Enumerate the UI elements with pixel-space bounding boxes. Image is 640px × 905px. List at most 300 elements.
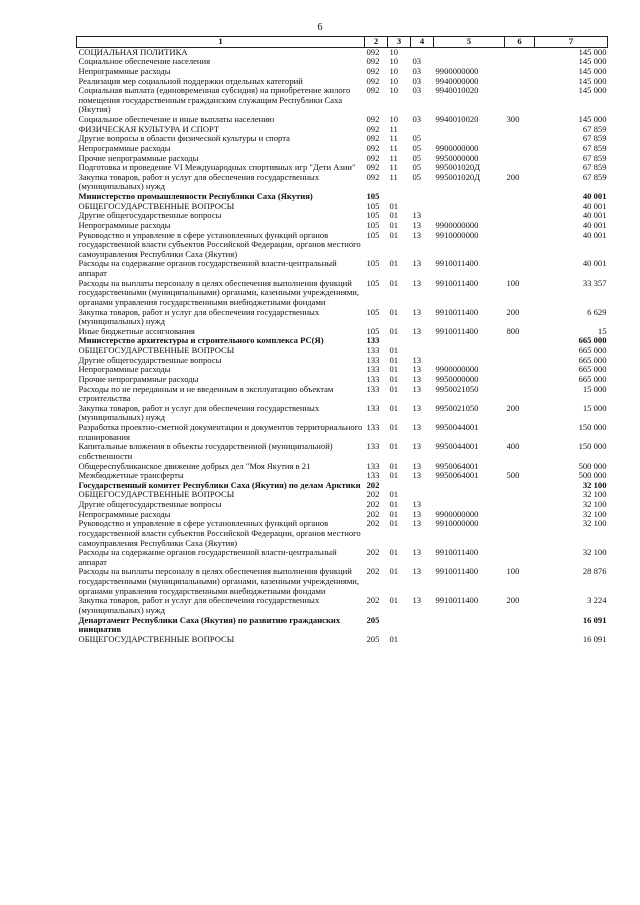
table-row (77, 442, 608, 461)
section-code-cell: 202 (366, 489, 380, 500)
chapter-code-cell (388, 616, 411, 635)
amount-cell: 145 000 (578, 75, 607, 86)
amount-cell: 40 001 (582, 200, 607, 211)
expense-type-cell (505, 86, 535, 115)
expense-type-cell (505, 500, 535, 510)
subchapter-code-cell: 13 (412, 229, 422, 240)
chapter-code-cell: 01 (389, 460, 399, 471)
row-name-cell: Непрограммные расходы (78, 65, 171, 76)
table-row (77, 567, 608, 596)
row-name-cell: Другие вопросы в области физической культуры и спорта (78, 133, 290, 144)
amount-cell: 32 100 (582, 489, 607, 500)
expense-type-cell (505, 259, 535, 278)
section-code-cell: 133 (366, 345, 380, 355)
target-article-cell: 9910011400 (435, 547, 479, 558)
expense-type-cell (505, 57, 535, 67)
chapter-code-cell: 01 (389, 219, 399, 230)
subchapter-code-cell: 03 (412, 114, 422, 124)
amount-cell: 665 000 (578, 345, 607, 355)
row-name-cell: Руководство и управление в сфере установленных функций органов государственной власти субъектов Российской Федерации, органов местного самоуправления Республики Саха (Якутия) (78, 229, 361, 259)
section-code-cell: 092 (366, 133, 380, 144)
table-row (77, 231, 608, 260)
target-article-cell (434, 616, 505, 635)
subchapter-code-cell: 03 (412, 75, 422, 86)
target-article-cell: 9900000000 (435, 508, 479, 519)
table-row (77, 385, 608, 404)
row-name-cell: Расходы на содержание органов государственной власти-центральный аппарат (78, 547, 337, 567)
amount-cell: 665 000 (578, 364, 607, 375)
chapter-code-cell: 01 (389, 229, 399, 240)
section-code-cell: 133 (366, 441, 380, 452)
expense-type-cell: 500 (506, 470, 520, 481)
chapter-code-cell: 10 (389, 56, 399, 67)
expense-type-cell (505, 375, 535, 385)
target-article-cell: 9950044001 (435, 441, 479, 452)
table-row (77, 279, 608, 308)
row-name-cell: Непрограммные расходы (78, 364, 171, 375)
subchapter-code-cell (411, 635, 434, 645)
budget-table (76, 36, 608, 644)
target-article-cell: 9910000000 (435, 518, 479, 529)
amount-cell: 145 000 (578, 46, 607, 57)
amount-cell: 500 000 (578, 470, 607, 481)
row-name-cell: Руководство и управление в сфере установленных функций органов государственной власти субъектов Российской Федерации, органов местного самоуправления Республики Саха (Якутия) (78, 518, 361, 548)
chapter-code-cell: 01 (389, 633, 399, 644)
section-code-cell: 133 (366, 402, 380, 413)
subchapter-code-cell: 05 (412, 152, 422, 163)
target-article-cell (434, 346, 505, 356)
section-code-cell: 092 (366, 152, 380, 163)
expense-type-cell (505, 365, 535, 375)
chapter-code-cell: 01 (389, 566, 399, 577)
chapter-code-cell: 01 (389, 200, 399, 211)
subchapter-code-cell: 13 (412, 422, 422, 432)
section-code-cell: 202 (366, 479, 380, 490)
subchapter-code-cell: 13 (412, 210, 422, 221)
amount-cell: 15 000 (582, 383, 607, 394)
section-code-cell: 092 (366, 142, 380, 153)
subchapter-code-cell: 13 (412, 258, 422, 269)
target-article-cell: 9950000000 (435, 373, 479, 384)
target-article-cell: 9950021050 (435, 402, 479, 413)
row-name-cell: Министерство промышленности Республики Саха (Якутия) (78, 191, 313, 201)
table-header-row (77, 37, 608, 48)
target-article-cell: 9900000000 (435, 219, 479, 230)
table-row (77, 173, 608, 192)
chapter-code-cell: 01 (389, 258, 399, 269)
expense-type-cell (505, 125, 535, 135)
section-code-cell: 133 (366, 364, 380, 375)
subchapter-code-cell: 13 (412, 277, 422, 288)
expense-type-cell (505, 510, 535, 520)
header-cell: 5 (434, 37, 505, 48)
row-name-cell: Министерство архитектуры и строительного комплекса РС(Я) (78, 335, 324, 346)
row-name-cell: Межбюджетные трансферты (78, 470, 184, 481)
section-code-cell: 202 (366, 566, 380, 577)
amount-cell: 15 000 (582, 402, 607, 413)
expense-type-cell (505, 47, 535, 57)
expense-type-cell (505, 481, 535, 491)
chapter-code-cell: 10 (389, 85, 399, 96)
section-code-cell: 133 (366, 470, 380, 481)
subchapter-code-cell: 13 (412, 383, 422, 394)
section-code-cell: 105 (366, 210, 380, 221)
section-code-cell: 105 (366, 258, 380, 269)
target-article-cell (434, 202, 505, 212)
section-code-cell: 105 (366, 277, 380, 288)
target-article-cell (434, 192, 505, 202)
expense-type-cell: 200 (506, 595, 520, 606)
expense-type-cell (505, 202, 535, 212)
expense-type-cell (505, 231, 535, 260)
target-article-cell (434, 481, 505, 491)
section-code-cell: 133 (366, 373, 380, 384)
section-code-cell: 105 (366, 191, 380, 201)
row-name-cell: Закупка товаров, работ и услуг для обеспечения государственных (муниципальных) нужд (78, 595, 320, 615)
section-code-cell: 092 (366, 162, 380, 173)
chapter-code-cell: 11 (389, 142, 398, 153)
amount-cell: 32 100 (582, 499, 607, 509)
target-article-cell: 9910011400 (435, 306, 479, 317)
subchapter-code-cell (411, 616, 434, 635)
section-code-cell: 105 (366, 306, 380, 317)
subchapter-code-cell: 13 (412, 354, 422, 365)
section-code-cell: 105 (366, 200, 380, 211)
target-article-cell (434, 336, 505, 346)
target-article-cell: 9910011400 (435, 566, 479, 577)
subchapter-code-cell (411, 192, 434, 202)
row-name-cell: Иные бюджетные ассигнования (78, 325, 195, 336)
target-article-cell (434, 125, 505, 135)
expense-type-cell (505, 336, 535, 346)
amount-cell: 67 859 (582, 142, 607, 153)
chapter-code-cell: 01 (389, 373, 399, 384)
amount-cell: 500 000 (578, 460, 607, 471)
amount-cell: 40 001 (582, 219, 607, 230)
expense-type-cell: 200 (506, 306, 520, 317)
subchapter-code-cell: 13 (412, 441, 422, 452)
row-name-cell: Закупка товаров, работ и услуг для обеспечения государственных (муниципальных) нужд (78, 171, 320, 192)
target-article-cell: 9940000000 (435, 75, 479, 86)
section-code-cell: 202 (366, 518, 380, 529)
chapter-code-cell: 01 (389, 354, 399, 365)
chapter-code-cell: 01 (389, 277, 399, 288)
row-name-cell: Разработка проектно-сметной документации и документов территориального планирования (78, 422, 363, 442)
header-cell: 3 (388, 37, 411, 48)
chapter-code-cell: 10 (389, 75, 399, 86)
chapter-code-cell: 01 (389, 383, 399, 394)
amount-cell: 40 001 (582, 210, 607, 221)
chapter-code-cell: 01 (389, 422, 399, 432)
amount-cell: 145 000 (578, 114, 607, 124)
section-code-cell: 092 (366, 56, 380, 67)
target-article-cell: 9910011400 (435, 258, 479, 269)
section-code-cell: 133 (366, 422, 380, 432)
row-name-cell: Непрограммные расходы (78, 508, 171, 519)
row-name-cell: ОБЩЕГОСУДАРСТВЕННЫЕ ВОПРОСЫ (78, 489, 235, 500)
chapter-code-cell: 01 (389, 325, 399, 336)
amount-cell: 145 000 (578, 85, 607, 96)
row-name-cell: Капитальные вложения в объекты государственной (муниципальной) собственности (78, 441, 333, 461)
section-code-cell: 105 (366, 229, 380, 240)
chapter-code-cell: 01 (389, 470, 399, 481)
row-name-cell: Общереспубликанское движение добрых дел "Моя Якутия в 21 (78, 460, 311, 471)
row-name-cell: СОЦИАЛЬНАЯ ПОЛИТИКА (78, 46, 188, 57)
expense-type-cell (505, 519, 535, 548)
table-row (77, 259, 608, 278)
chapter-code-cell: 10 (389, 114, 399, 124)
chapter-code-cell: 01 (389, 595, 399, 606)
expense-type-cell: 100 (506, 566, 520, 577)
row-name-cell: Социальная выплата (единовременная субсидия) на приобретение жилого помещения государственным гражданским служащим Республики Саха (Якутия) (78, 85, 351, 115)
expense-type-cell (505, 548, 535, 567)
subchapter-code-cell (411, 481, 434, 491)
subchapter-code-cell: 05 (412, 162, 422, 173)
table-row (77, 86, 608, 115)
target-article-cell: 9900000000 (435, 142, 479, 153)
table-row (77, 548, 608, 567)
subchapter-code-cell: 13 (412, 219, 422, 230)
row-name-cell: Реализация мер социальной поддержки отдельных категорий (78, 75, 303, 86)
expense-type-cell (505, 221, 535, 231)
chapter-code-cell: 01 (389, 489, 399, 500)
row-name-cell: Другие общегосударственные вопросы (78, 210, 222, 221)
amount-cell: 32 100 (582, 547, 607, 558)
expense-type-cell: 400 (506, 441, 520, 452)
chapter-code-cell: 01 (389, 508, 399, 519)
target-article-cell (434, 635, 505, 645)
section-code-cell: 133 (366, 354, 380, 365)
subchapter-code-cell: 13 (412, 373, 422, 384)
subchapter-code-cell: 13 (412, 499, 422, 509)
subchapter-code-cell: 13 (412, 470, 422, 481)
amount-cell: 67 859 (582, 162, 607, 173)
subchapter-code-cell: 13 (412, 306, 422, 317)
row-name-cell: Закупка товаров, работ и услуг для обеспечения государственных (муниципальных) нужд (78, 402, 320, 423)
row-name-cell: Другие общегосударственные вопросы (78, 499, 222, 509)
row-name-cell: Закупка товаров, работ и услуг для обеспечения государственных (муниципальных) нужд (78, 306, 320, 327)
subchapter-code-cell: 05 (412, 142, 422, 153)
chapter-code-cell: 01 (389, 402, 399, 413)
subchapter-code-cell: 03 (412, 85, 422, 96)
section-code-cell: 092 (366, 171, 380, 182)
section-code-cell: 092 (366, 46, 380, 57)
amount-cell: 3 224 (587, 595, 607, 606)
amount-cell: 40 001 (582, 229, 607, 240)
expense-type-cell (505, 346, 535, 356)
table-row (77, 635, 608, 645)
row-name-cell: ОБЩЕГОСУДАРСТВЕННЫЕ ВОПРОСЫ (78, 633, 235, 644)
section-code-cell: 202 (366, 499, 380, 509)
target-article-cell: 9940010020 (435, 85, 479, 96)
target-article-cell (434, 490, 505, 500)
chapter-code-cell: 11 (389, 133, 398, 144)
table-body (77, 47, 608, 644)
subchapter-code-cell: 13 (412, 508, 422, 519)
chapter-code-cell: 11 (389, 152, 398, 163)
amount-cell: 40 001 (582, 258, 607, 269)
header-cell: 4 (411, 37, 434, 48)
header-cell: 6 (505, 37, 535, 48)
section-code-cell: 092 (366, 85, 380, 96)
section-code-cell: 133 (366, 460, 380, 471)
expense-type-cell (505, 423, 535, 442)
expense-type-cell (505, 67, 535, 77)
expense-type-cell (505, 192, 535, 202)
table-row (77, 423, 608, 442)
row-name-cell: Расходы на выплаты персоналу в целях обеспечения выполнения функций государственными (муниципальными) органами, казенными учреждениями, органами управления государственными внебюджетными фондами (78, 566, 360, 596)
amount-cell: 16 091 (582, 633, 607, 644)
amount-cell: 33 357 (582, 277, 607, 288)
chapter-code-cell: 01 (389, 499, 399, 509)
target-article-cell: 9910011400 (435, 595, 479, 606)
chapter-code-cell: 01 (389, 441, 399, 452)
amount-cell: 67 859 (582, 152, 607, 163)
amount-cell: 67 859 (582, 171, 607, 182)
amount-cell: 40 001 (582, 191, 607, 201)
expense-type-cell (505, 134, 535, 144)
section-code-cell: 202 (366, 508, 380, 519)
target-article-cell: 9910000000 (435, 229, 479, 240)
expense-type-cell (505, 490, 535, 500)
target-article-cell: 9950064001 (435, 470, 479, 481)
target-article-cell: 9900000000 (435, 65, 479, 76)
target-article-cell: 9910011400 (435, 325, 479, 336)
chapter-code-cell: 01 (389, 306, 399, 317)
table-row (77, 404, 608, 423)
expense-type-cell (505, 154, 535, 164)
section-code-cell: 133 (366, 335, 380, 346)
target-article-cell: 995001020Д (435, 171, 481, 182)
subchapter-code-cell: 05 (412, 171, 422, 182)
amount-cell: 6 629 (587, 306, 607, 317)
section-code-cell: 133 (366, 383, 380, 394)
section-code-cell: 202 (366, 547, 380, 558)
subchapter-code-cell: 13 (412, 364, 422, 375)
chapter-code-cell: 01 (389, 364, 399, 375)
section-code-cell: 205 (366, 633, 380, 644)
target-article-cell: 9940010020 (435, 114, 479, 124)
row-name-cell: Государственный комитет Республики Саха (Якутия) по делам Арктики (78, 479, 361, 490)
section-code-cell: 105 (366, 219, 380, 230)
row-name-cell: Департамент Республики Саха (Якутия) по развитию гражданских инициатив (78, 614, 341, 635)
chapter-code-cell: 10 (389, 46, 399, 57)
row-name-cell: ОБЩЕГОСУДАРСТВЕННЫЕ ВОПРОСЫ (78, 345, 235, 355)
header-cell: 2 (365, 37, 388, 48)
section-code-cell: 202 (366, 595, 380, 606)
expense-type-cell: 800 (506, 325, 520, 336)
target-article-cell: 9910011400 (435, 277, 479, 288)
chapter-code-cell: 01 (389, 345, 399, 355)
amount-cell: 32 100 (582, 479, 607, 490)
chapter-code-cell: 11 (389, 162, 398, 173)
target-article-cell: 995001020Д (435, 162, 481, 173)
amount-cell: 145 000 (578, 65, 607, 76)
row-name-cell: Непрограммные расходы (78, 142, 171, 153)
row-name-cell: ОБЩЕГОСУДАРСТВЕННЫЕ ВОПРОСЫ (78, 200, 235, 211)
amount-cell: 150 000 (578, 422, 607, 432)
expense-type-cell: 100 (506, 277, 520, 288)
subchapter-code-cell: 13 (412, 595, 422, 606)
chapter-code-cell: 01 (389, 547, 399, 558)
section-code-cell: 105 (366, 325, 380, 336)
chapter-code-cell: 01 (389, 518, 399, 529)
subchapter-code-cell (411, 336, 434, 346)
subchapter-code-cell: 13 (412, 325, 422, 336)
table-row (77, 596, 608, 615)
target-article-cell (434, 47, 505, 57)
target-article-cell: 9950064001 (435, 460, 479, 471)
amount-cell: 16 091 (582, 614, 607, 625)
header-cell: 1 (77, 37, 365, 48)
row-name-cell: Расходы на содержание органов государственной власти-центральный аппарат (78, 258, 337, 278)
subchapter-code-cell: 05 (412, 133, 422, 144)
amount-cell: 665 000 (578, 335, 607, 346)
expense-type-cell: 200 (506, 171, 520, 182)
amount-cell: 665 000 (578, 373, 607, 384)
chapter-code-cell: 11 (389, 123, 398, 134)
target-article-cell: 9950021050 (435, 383, 479, 394)
amount-cell: 15 (597, 325, 607, 336)
row-name-cell: Прочие непрограммные расходы (78, 373, 199, 384)
row-name-cell: Другие общегосударственные вопросы (78, 354, 222, 365)
target-article-cell: 9900000000 (435, 364, 479, 375)
row-name-cell: Непрограммные расходы (78, 219, 171, 230)
expense-type-cell (505, 211, 535, 221)
subchapter-code-cell: 03 (412, 65, 422, 76)
expense-type-cell (505, 385, 535, 404)
amount-cell: 28 876 (582, 566, 607, 577)
row-name-cell: ФИЗИЧЕСКАЯ КУЛЬТУРА И СПОРТ (78, 123, 220, 134)
table-row (77, 616, 608, 635)
amount-cell: 67 859 (582, 133, 607, 144)
chapter-code-cell: 11 (389, 171, 398, 182)
page-number: 6 (317, 22, 323, 33)
row-name-cell: Прочие непрограммные расходы (78, 152, 199, 163)
chapter-code-cell: 10 (389, 65, 399, 76)
section-code-cell: 205 (366, 614, 380, 625)
subchapter-code-cell: 13 (412, 518, 422, 529)
row-name-cell: Подготовка и проведение VI Международных спортивных игр "Дети Азии" (78, 162, 356, 173)
expense-type-cell (505, 144, 535, 154)
expense-type-cell (505, 616, 535, 635)
section-code-cell: 092 (366, 123, 380, 134)
target-article-cell: 9950044001 (435, 422, 479, 432)
subchapter-code-cell: 13 (412, 402, 422, 413)
row-name-cell: Социальное обеспечение населения (78, 56, 211, 67)
subchapter-code-cell: 13 (412, 460, 422, 471)
subchapter-code-cell: 13 (412, 566, 422, 577)
amount-cell: 665 000 (578, 354, 607, 365)
amount-cell: 150 000 (578, 441, 607, 452)
header-cell: 7 (535, 37, 608, 48)
subchapter-code-cell: 03 (412, 56, 422, 67)
amount-cell: 32 100 (582, 518, 607, 529)
amount-cell: 67 859 (582, 123, 607, 134)
row-name-cell: Расходы по не переданным и не введенным в эксплуатацию объектам строительства (78, 383, 334, 404)
section-code-cell: 092 (366, 75, 380, 86)
subchapter-code-cell: 13 (412, 547, 422, 558)
expense-type-cell: 300 (506, 114, 520, 124)
target-article-cell: 9950000000 (435, 152, 479, 163)
table-row (77, 519, 608, 548)
section-code-cell: 092 (366, 65, 380, 76)
expense-type-cell: 200 (506, 402, 520, 413)
amount-cell: 145 000 (578, 56, 607, 67)
row-name-cell: Социальное обеспечение и иные выплаты населению (78, 114, 275, 124)
amount-cell: 32 100 (582, 508, 607, 519)
chapter-code-cell: 01 (389, 210, 399, 221)
